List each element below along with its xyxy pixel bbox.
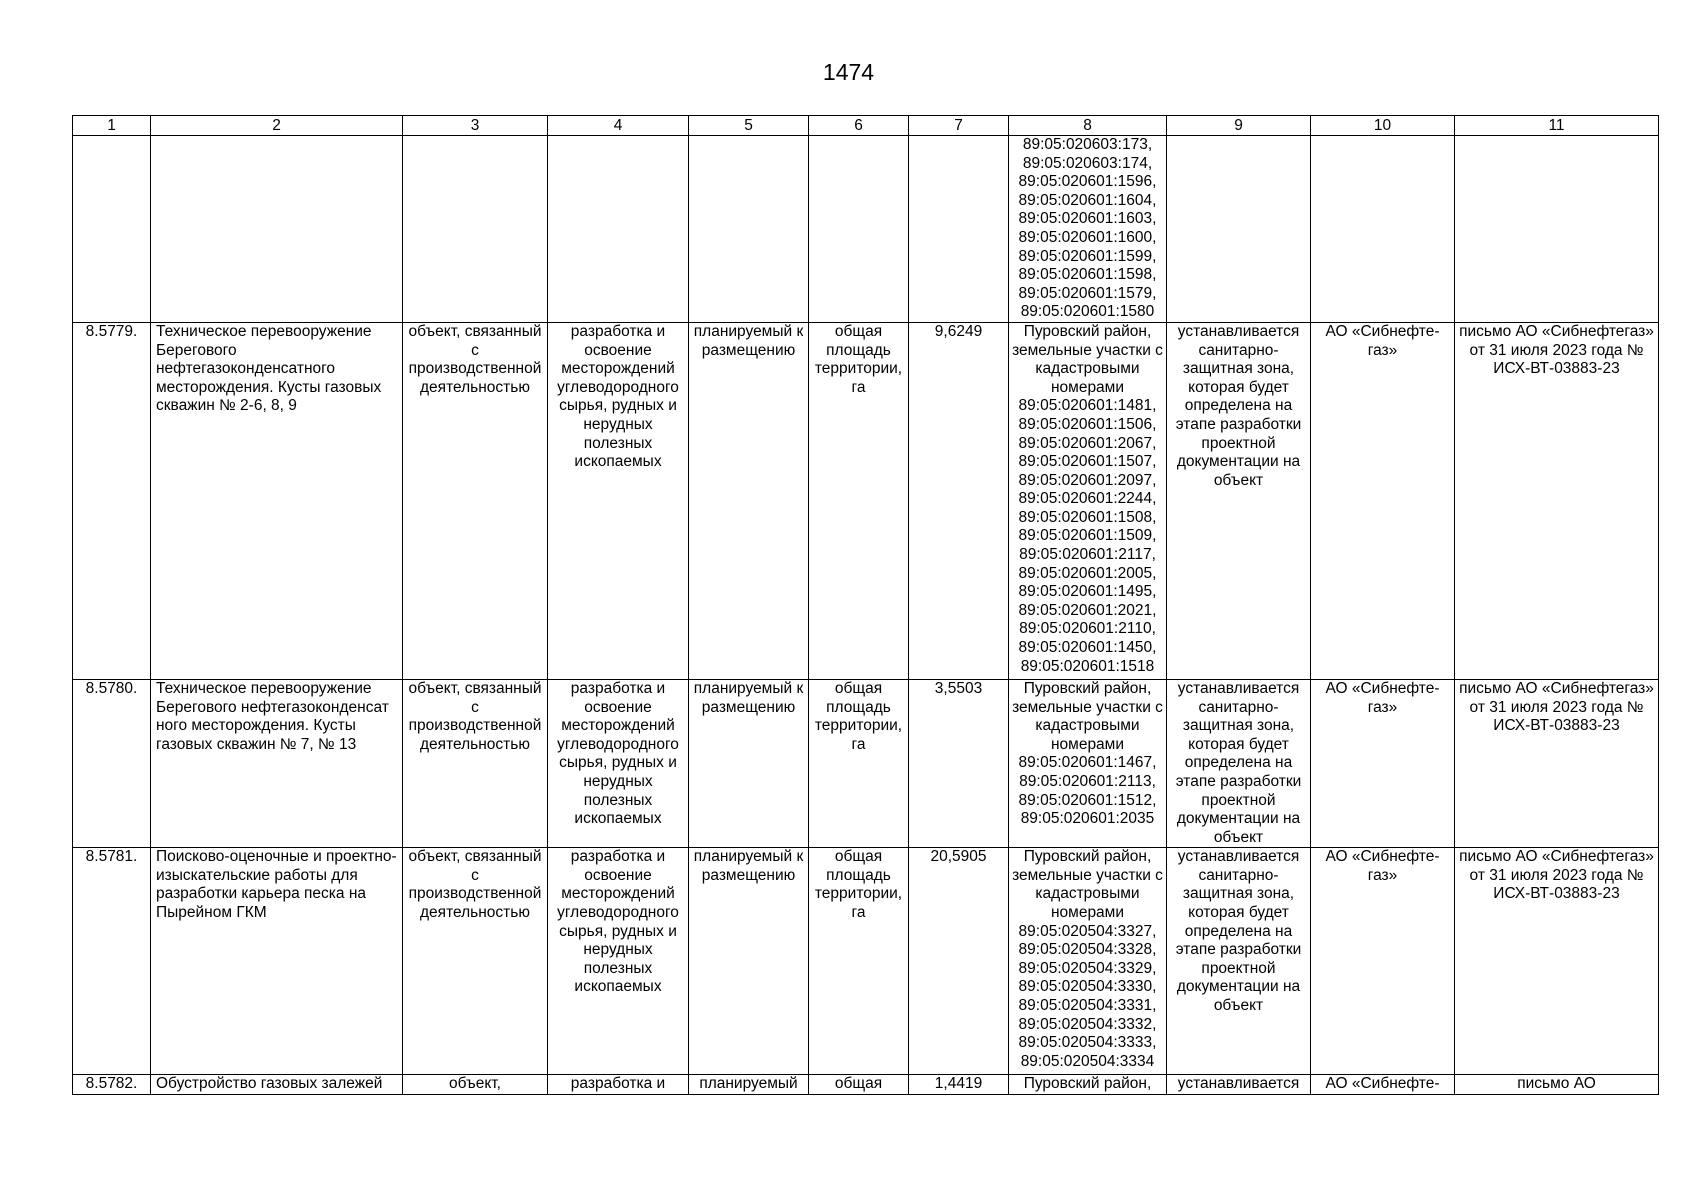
object-status: планируемый к размещению (689, 848, 809, 1075)
protection-zone: устанавливается санитарно-защитная зона, которая будет определена на этапе разработки проектной документации на объект (1167, 322, 1311, 679)
cadastral-number: 89:05:020601:1508, (1018, 508, 1157, 526)
parameter-name: общая площадь территории, га (809, 848, 909, 1075)
column-header: 4 (548, 116, 689, 136)
object-purpose: разработка и (548, 1075, 689, 1095)
cadastral-number: 89:05:020601:2005, (1018, 564, 1157, 582)
cadastral-number: 89:05:020504:3334 (1020, 1052, 1155, 1070)
owner: АО «Сибнефте-газ» (1311, 848, 1455, 1075)
cadastral-number: 89:05:020601:2021, (1018, 601, 1157, 619)
cadastral-number: 89:05:020603:174, (1022, 154, 1153, 172)
parameter-value: 1,4419 (909, 1075, 1009, 1095)
column-header: 8 (1009, 116, 1167, 136)
object-location (1009, 1075, 1167, 1095)
object-status (689, 136, 809, 323)
owner: АО «Сибнефте- (1311, 1075, 1455, 1095)
column-header: 2 (151, 116, 403, 136)
source-document: письмо АО «Сибнефтегаз» от 31 июля 2023 года № ИСХ-ВТ-03883-23 (1455, 848, 1659, 1075)
object-purpose: разработка и освоение месторождений углеводородного сырья, рудных и нерудных полезных ископаемых (548, 322, 689, 679)
cadastral-number: 89:05:020601:1507, (1018, 453, 1157, 471)
object-status: планируемый к размещению (689, 679, 809, 847)
column-header: 11 (1455, 116, 1659, 136)
protection-zone: устанавливается санитарно-защитная зона, которая будет определена на этапе разработки проектной документации на объект (1167, 848, 1311, 1075)
source-document (1455, 136, 1659, 323)
cadastral-number: 89:05:020601:1518 (1020, 657, 1155, 675)
object-status: планируемый (689, 1075, 809, 1095)
location-text: Пуровский район, земельные участки с кадастровыми номерами (1012, 848, 1163, 922)
cadastral-number: 89:05:020601:1450, (1018, 639, 1157, 657)
object-purpose: разработка и освоение месторождений углеводородного сырья, рудных и нерудных полезных ископаемых (548, 848, 689, 1075)
cadastral-number: 89:05:020601:2097, (1018, 471, 1157, 489)
cadastral-number: 89:05:020601:2067, (1018, 434, 1157, 452)
object-name (151, 136, 403, 323)
table-row (73, 322, 1659, 679)
parameter-value (909, 136, 1009, 323)
cadastral-number: 89:05:020504:3332, (1018, 1015, 1157, 1033)
cadastral-number: 89:05:020601:2035 (1020, 810, 1155, 828)
cadastral-number: 89:05:020601:1603, (1018, 210, 1157, 228)
cadastral-number: 89:05:020504:3330, (1018, 978, 1157, 996)
column-header: 3 (403, 116, 548, 136)
row-number: 8.5782. (73, 1075, 151, 1095)
row-number: 8.5781. (73, 848, 151, 1075)
cadastral-number: 89:05:020601:1596, (1018, 173, 1157, 191)
cadastral-number: 89:05:020601:1506, (1018, 415, 1157, 433)
column-header: 7 (909, 116, 1009, 136)
table-row (73, 679, 1659, 847)
object-status: планируемый к размещению (689, 322, 809, 679)
object-purpose: разработка и освоение месторождений углеводородного сырья, рудных и нерудных полезных ископаемых (548, 679, 689, 847)
cadastral-number: 89:05:020504:3328, (1018, 941, 1157, 959)
cadastral-number: 89:05:020601:1467, (1018, 754, 1157, 772)
cadastral-number: 89:05:020603:173, (1022, 136, 1153, 153)
protection-zone (1167, 136, 1311, 323)
parameter-name: общая (809, 1075, 909, 1095)
column-header: 9 (1167, 116, 1311, 136)
object-location (1009, 136, 1167, 323)
object-purpose (548, 136, 689, 323)
table-row (73, 1075, 1659, 1095)
cadastral-list (1011, 136, 1164, 322)
registry-table (72, 115, 1659, 1095)
source-document: письмо АО (1455, 1075, 1659, 1095)
table-row (73, 136, 1659, 323)
cadastral-number: 89:05:020601:1580 (1020, 303, 1155, 321)
table-row (73, 848, 1659, 1075)
parameter-name: общая площадь территории, га (809, 679, 909, 847)
owner: АО «Сибнефте-газ» (1311, 322, 1455, 679)
cadastral-number: 89:05:020601:1600, (1018, 228, 1157, 246)
cadastral-number: 89:05:020601:2110, (1019, 620, 1156, 638)
parameter-value: 9,6249 (909, 322, 1009, 679)
column-header: 5 (689, 116, 809, 136)
column-header: 1 (73, 116, 151, 136)
source-document: письмо АО «Сибнефтегаз» от 31 июля 2023 года № ИСХ-ВТ-03883-23 (1455, 679, 1659, 847)
page-number: 1474 (822, 59, 875, 85)
object-name: Техническое перевооружение Берегового нефтегазоконденсатного месторождения. Кусты газовых скважин № 2-6, 8, 9 (151, 322, 403, 679)
parameter-name: общая площадь территории, га (809, 322, 909, 679)
object-name: Техническое перевооружение Берегового нефтегазоконденсат ного месторождения. Кусты газовых скважин № 7, № 13 (151, 679, 403, 847)
location-text: Пуровский район, (1023, 1075, 1152, 1093)
column-header: 10 (1311, 116, 1455, 136)
cadastral-number: 89:05:020601:2113, (1019, 772, 1156, 790)
cadastral-number: 89:05:020601:1604, (1018, 191, 1157, 209)
object-name: Поисково-оценочные и проектно-изыскательские работы для разработки карьера песка на Пырейном ГКМ (151, 848, 403, 1075)
object-location (1009, 679, 1167, 847)
cadastral-list (1011, 754, 1164, 828)
protection-zone: устанавливается санитарно-защитная зона, которая будет определена на этапе разработки проектной документации на объект (1167, 679, 1311, 847)
object-type: объект, связанный с производственной деятельностью (403, 322, 548, 679)
cadastral-number: 89:05:020601:1481, (1018, 397, 1157, 415)
parameter-name (809, 136, 909, 323)
object-type: объект, связанный с производственной деятельностью (403, 679, 548, 847)
cadastral-list (1011, 923, 1164, 1072)
object-location (1009, 322, 1167, 679)
parameter-value: 20,5905 (909, 848, 1009, 1075)
cadastral-list (1011, 397, 1164, 676)
row-number: 8.5779. (73, 322, 151, 679)
cadastral-number: 89:05:020504:3327, (1018, 922, 1157, 940)
owner: АО «Сибнефте-газ» (1311, 679, 1455, 847)
row-number: 8.5780. (73, 679, 151, 847)
location-text: Пуровский район, земельные участки с кадастровыми номерами (1012, 679, 1163, 753)
protection-zone: устанавливается (1167, 1075, 1311, 1095)
source-document: письмо АО «Сибнефтегаз» от 31 июля 2023 года № ИСХ-ВТ-03883-23 (1455, 322, 1659, 679)
cadastral-number: 89:05:020601:1512, (1018, 791, 1157, 809)
cadastral-number: 89:05:020504:3329, (1018, 959, 1157, 977)
header-row (73, 116, 1659, 136)
object-location (1009, 848, 1167, 1075)
cadastral-number: 89:05:020601:1495, (1018, 583, 1157, 601)
cadastral-number: 89:05:020601:1599, (1018, 247, 1157, 265)
object-type: объект, связанный с производственной деятельностью (403, 848, 548, 1075)
cadastral-number: 89:05:020601:1579, (1018, 284, 1157, 302)
object-type: объект, (403, 1075, 548, 1095)
cadastral-number: 89:05:020601:2117, (1019, 546, 1156, 564)
object-type (403, 136, 548, 323)
cadastral-number: 89:05:020601:1598, (1018, 266, 1157, 284)
row-number (73, 136, 151, 323)
column-header: 6 (809, 116, 909, 136)
cadastral-number: 89:05:020601:2244, (1018, 490, 1157, 508)
cadastral-number: 89:05:020504:3333, (1018, 1034, 1157, 1052)
object-name: Обустройство газовых залежей (151, 1075, 403, 1095)
cadastral-number: 89:05:020601:1509, (1018, 527, 1157, 545)
location-text: Пуровский район, земельные участки с кадастровыми номерами (1012, 322, 1163, 396)
owner (1311, 136, 1455, 323)
cadastral-number: 89:05:020504:3331, (1018, 997, 1157, 1015)
parameter-value: 3,5503 (909, 679, 1009, 847)
